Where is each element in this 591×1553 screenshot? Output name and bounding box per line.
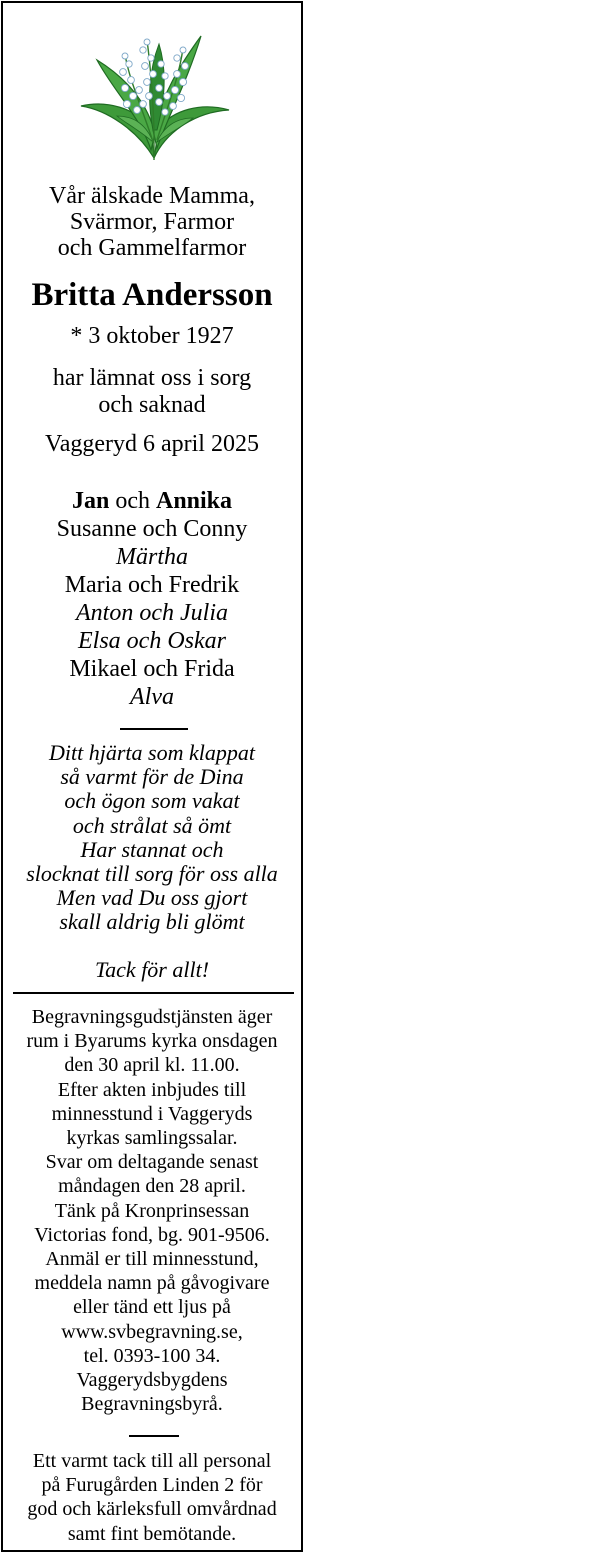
- verse-line: och ögon som vakat: [64, 788, 240, 814]
- left-us-line: har lämnat oss i sorg: [52, 365, 252, 391]
- info-line: kyrkas samlingssalar.: [66, 1127, 238, 1150]
- closing-text: Tack för allt!: [94, 957, 210, 982]
- family-line: Susanne och Conny: [56, 516, 248, 542]
- birth-date: * 3 oktober 1927: [70, 323, 234, 349]
- intro-line: och Gammelfarmor: [57, 235, 247, 261]
- family-line: [3, 683, 301, 711]
- place-and-date: Vaggeryd 6 april 2025: [45, 431, 259, 457]
- verse-line: Har stannat och: [80, 836, 224, 862]
- info-line: Victorias fond, bg. 901-9506.: [34, 1223, 270, 1246]
- info-line: tel. 0393-100 34.: [83, 1344, 221, 1367]
- verse-line: slocknat till sorg för oss alla: [26, 861, 278, 887]
- intro-text: [3, 183, 301, 261]
- info-line: minnesstund i Vaggeryds: [51, 1102, 253, 1125]
- verse-line: och strålat så ömt: [72, 812, 232, 838]
- family-name: Annika: [155, 488, 233, 514]
- divider: [120, 728, 188, 730]
- family-line: [3, 487, 301, 515]
- memorial-verse: [3, 741, 301, 935]
- info-line: eller tänd ett ljus på: [73, 1296, 231, 1319]
- info-line: Begravningsgudstjänsten äger: [31, 1006, 273, 1028]
- funeral-info: [3, 1005, 301, 1416]
- family-grandchild: Anton och Julia: [76, 600, 228, 626]
- death-notice: [1, 1, 303, 1552]
- thanks-line: god och kärleksfull omvårdnad: [27, 1498, 277, 1521]
- info-line: meddela namn på gåvogivare: [34, 1272, 270, 1295]
- family-grandchild: Alva: [130, 684, 174, 710]
- info-line: måndagen den 28 april.: [58, 1175, 246, 1198]
- verse-line: Ditt hjärta som klappat: [49, 740, 255, 765]
- thanks-line: på Furugården Linden 2 för: [41, 1474, 263, 1497]
- family-grandchild: Elsa och Oskar: [78, 628, 226, 654]
- info-line: www.svbegravning.se,: [61, 1320, 243, 1343]
- info-line: Begravningsbyrå.: [81, 1393, 223, 1416]
- family-list: [3, 487, 301, 711]
- verse-line: Men vad Du oss gjort: [56, 885, 248, 911]
- info-line: Anmäl er till minnesstund,: [45, 1248, 259, 1271]
- verse-line: så varmt för de Dina: [60, 764, 244, 790]
- family-and: och: [109, 488, 156, 514]
- family-line: Mikael och Frida: [69, 656, 235, 682]
- info-line: Svar om deltagande senast: [45, 1151, 259, 1174]
- info-line: Tänk på Kronprinsessan: [54, 1199, 250, 1222]
- family-line: [3, 627, 301, 655]
- thanks-line: samt fint bemötande.: [67, 1522, 237, 1545]
- family-name: Jan: [71, 488, 110, 514]
- intro-line: Svärmor, Farmor: [69, 209, 235, 235]
- info-line: Efter akten inbjudes till: [57, 1078, 247, 1101]
- info-line: Vaggerydsbygdens: [76, 1369, 228, 1392]
- thanks-line: Ett varmt tack till all personal: [32, 1450, 272, 1472]
- thanks-text: [3, 1449, 301, 1546]
- family-grandchild: Märtha: [116, 544, 188, 570]
- intro-line: Vår älskade Mamma,: [49, 183, 255, 209]
- left-us-line: och saknad: [98, 392, 206, 418]
- info-line: den 30 april kl. 11.00.: [64, 1054, 240, 1077]
- info-line: rum i Byarums kyrka onsdagen: [26, 1030, 278, 1053]
- family-line: Maria och Fredrik: [64, 572, 240, 598]
- family-line: [3, 599, 301, 627]
- deceased-name: Britta Andersson: [31, 277, 273, 313]
- section-divider: [13, 992, 294, 994]
- left-us-text: [3, 365, 301, 419]
- verse-line: skall aldrig bli glömt: [59, 909, 245, 935]
- divider: [129, 1435, 179, 1437]
- family-line: [3, 543, 301, 571]
- lily-of-the-valley-icon: [77, 30, 231, 162]
